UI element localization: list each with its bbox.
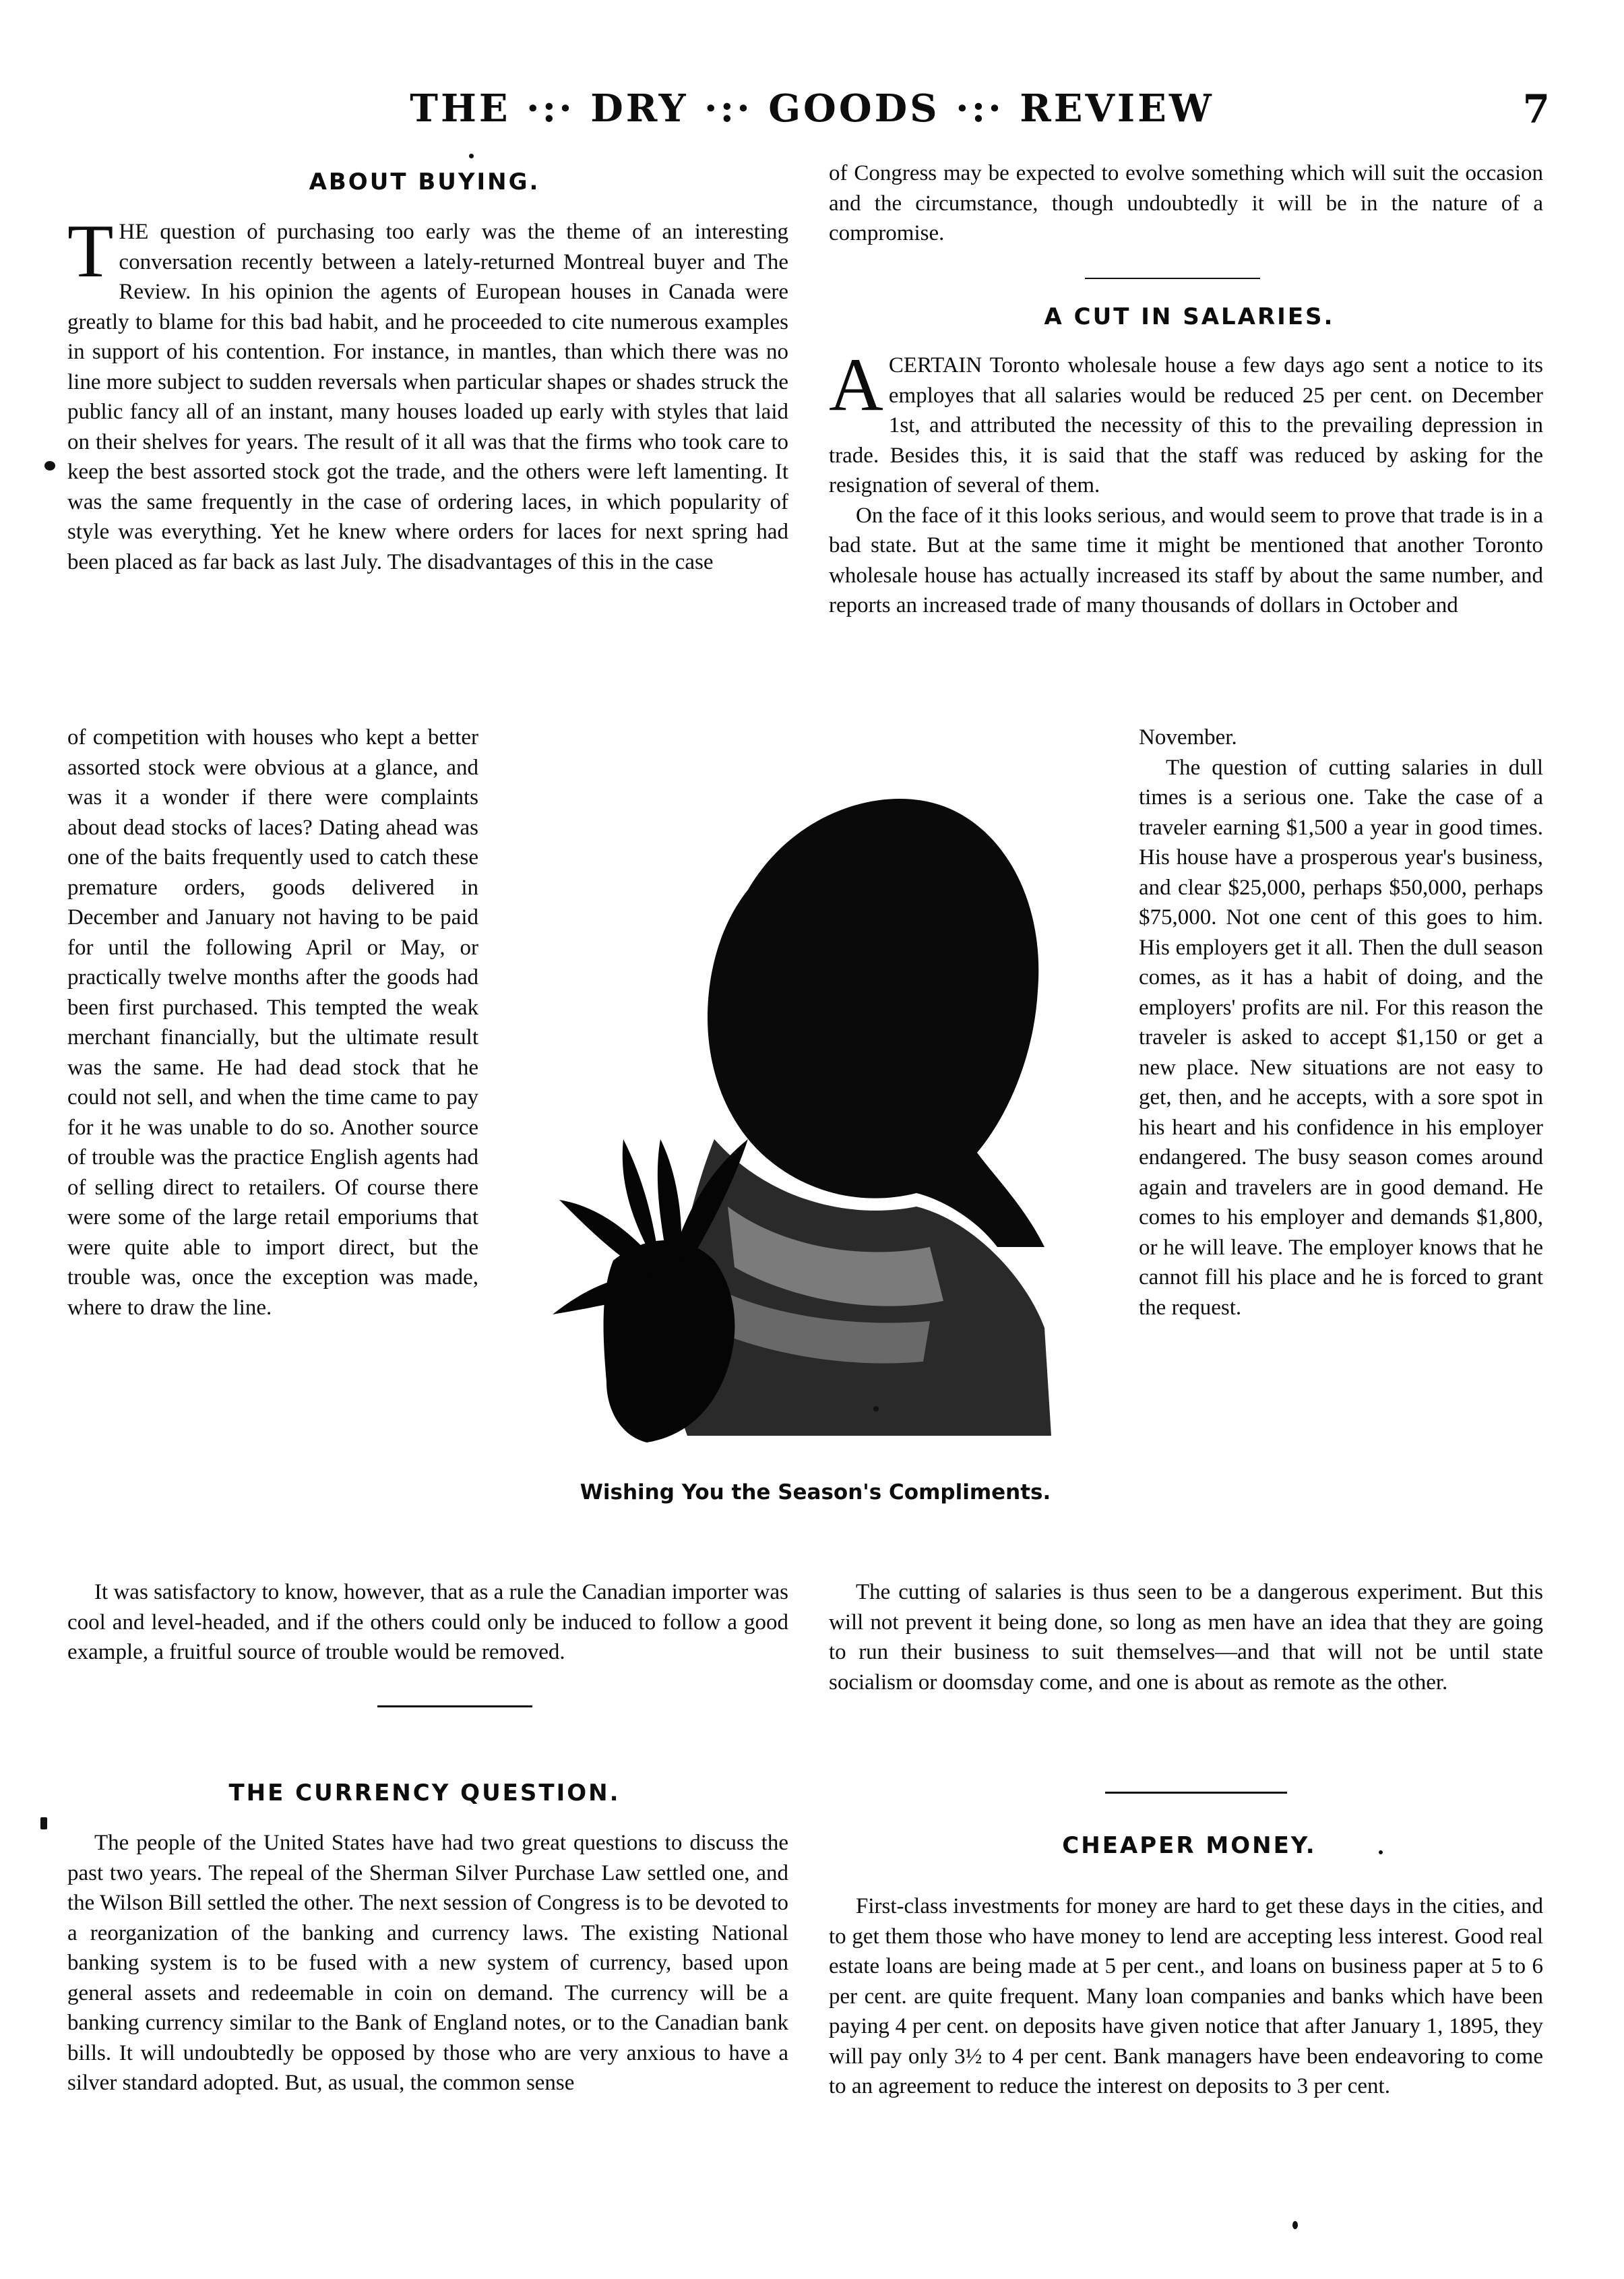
about-buying-para-3: It was satisfactory to know, however, that as a rule the Canadian importer was cool and level-headed, and if the others could only be induced to follow a good example, a fruitful source of trouble would be removed. [67,1580,788,1664]
cut-in-salaries-para-2: On the face of it this looks serious, and would seem to prove that trade is in a bad state. But at the same time it might be mentioned that another Toronto wholesale house has actually increased its staff by about the same number, and reports an increased trade of many thousands of dollars in October and [829,503,1543,617]
cut-in-salaries-para-1: ACERTAIN Toronto wholesale house a few days ago sent a notice to its employes that all salaries would be reduced 25 per cent. on December 1st, and attributed the necessity of this to the prevailing depression in trade. Besides this, it is said that the staff was reduced by asking for the resignation of several of them. [829,343,1543,497]
section-divider [377,1705,532,1707]
cut-in-salaries-narrow-column [1139,723,1543,1323]
currency-question-heading: THE CURRENCY QUESTION. [228,1780,621,1806]
cut-in-salaries-top [829,343,1543,621]
cheaper-money-heading: CHEAPER MONEY. [1062,1832,1317,1859]
currency-question-para-continued: of Congress may be expected to evolve something which will suit the occasion and the circumstance, though undoubtedly it will be in the nature of a compromise. [829,161,1543,245]
silhouette-figure-with-lily-icon [512,735,1139,1483]
scan-speck [40,1817,47,1829]
cut-in-salaries-bottom [829,1577,1543,1697]
cheaper-money-para: First-class investments for money are hard to get these days in the cities, and to get them those who have money to lend are accepting less interest. Good real estate loans are being made at 5 per cent., and loans on business paper at 5 to 6 per cent. are quite frequent. Many loan companies and banks which have been paying 4 per cent. on deposits have given notice that after January 1, 1895, they will pay only 3½ to 4 per cent. Bank managers have been endeavoring to come to an agreement to reduce the interest on deposits to 3 per cent. [829,1894,1543,2098]
currency-question-body [67,1828,788,2098]
about-buying-narrow-column [67,723,478,1323]
section-divider [1105,1792,1287,1794]
cut-in-salaries-november: November. [1139,725,1237,750]
cut-in-salaries-heading: A CUT IN SALARIES. [1044,303,1335,330]
cut-in-salaries-para-3: The question of cutting salaries in dull times is a serious one. Take the case of a traveler earning $1,500 a year in good times. His house have a prosperous year's business, and clear $25,000, perhaps $50,000, perhaps $75,000. Not one cent of this goes to him. His employers get it all. Then the dull season comes, as it has a habit of doing, and the employers' profits are nil. For this reason the traveler is asked to accept $1,150 or get a new place. New situations are not easy to get, then, and he accepts, with a sore spot in his heart and his confidence in his employer endangered. The busy season comes around again and travelers are in good demand. He comes to his employer and demands $1,800, or he will leave. The employer knows that he cannot fill his place and he is forced to grant the request. [1139,755,1543,1320]
scan-speck [44,461,55,470]
cut-in-salaries-para-4: The cutting of salaries is thus seen to be a dangerous experiment. But this will not prevent it being done, so long as men have an idea that they are going to run their business to suit themselves—and that will not be until state socialism or doomsday come, and one is about as remote as the other. [829,1580,1543,1695]
running-head [0,86,1624,140]
dropcap-a: A [829,343,883,427]
about-buying-para-1: THE question of purchasing too early was the theme of an interesting conversation recently between a lately-returned Montreal buyer and The Review. In his opinion the agents of European houses in Canada were greatly to blame for this bad habit, and he proceeded to cite numerous examples in support of his contention. For instance, in mantles, than which there was no line more subject to sudden reversals when particular shapes or shades struck the public fancy all of an instant, many houses loaded up early with styles that laid on their shelves for years. The result of it all was that the firms who took care to keep the best assorted stock got the trade, and the others were left lamenting. It was the same frequently in the case of ordering laces, in which popularity of style was everything. Yet he knew where orders for laces for next spring had been placed as far back as last July. The disadvantages of this in the case [67,210,788,574]
about-buying-para-2: of competition with houses who kept a better assorted stock were obvious at a glance, and was it a wonder if there were complaints about dead stocks of laces? Dating ahead was one of the baits frequently used to catch these premature orders, goods delivered in December and January not having to be paid for until the following April or May, or practically twelve months after the goods had been first purchased. This tempted the weak merchant financially, but the ultimate result was the same. He had dead stock that he could not sell, and when the time came to pay for it he was unable to do so. Another source of trouble was the practice English agents had of selling direct to retailers. Of course there were some of the large retail emporiums that were quite able to import direct, but the trouble was, once the exception was made, where to draw the line. [67,725,478,1320]
cheaper-money-body [829,1891,1543,2102]
about-buying-conclusion [67,1577,788,1668]
illustration-caption: Wishing You the Season's Compliments. [580,1480,1051,1505]
journal-title: THE ·:· DRY ·:· GOODS ·:· REVIEW [410,86,1214,131]
scan-speck [1292,2221,1298,2229]
currency-question-continued [829,158,1543,249]
scan-speck [469,154,474,158]
about-buying-heading: ABOUT BUYING. [309,169,540,195]
silhouette-illustration [512,735,1139,1483]
currency-question-para: The people of the United States have had two great questions to discuss the past two years. The repeal of the Sherman Silver Purchase Law settled one, and the Wilson Bill settled the other. The next session of Congress is to be devoted to a reorganization of the banking and currency laws. The existing National banking system is to be fused with a new system of currency, based upon general assets and redeemable in coin on demand. The currency will be a banking currency similar to the Bank of England notes, or to the Canadian bank bills. It will undoubtedly be opposed by those who are very anxious to have a silver standard adopted. But, as usual, the common sense [67,1831,788,2095]
scan-speck [1379,1850,1383,1854]
page-number: 7 [1522,86,1550,132]
about-buying-lead [67,210,788,577]
dropcap-t: T [67,210,114,293]
section-divider [1085,278,1260,279]
